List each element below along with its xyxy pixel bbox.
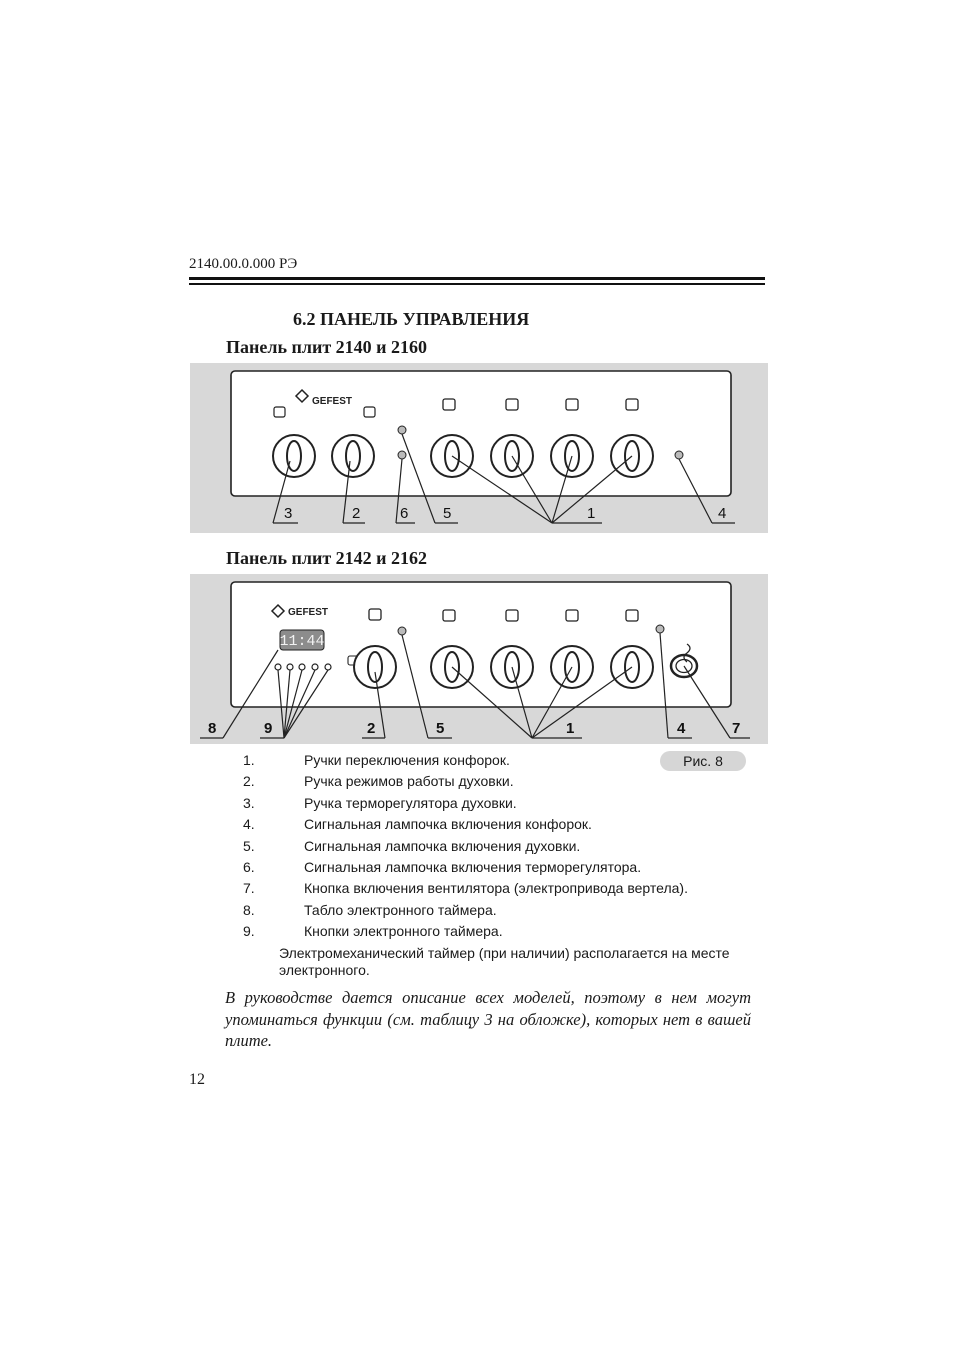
timer-button	[299, 664, 305, 670]
legend-text: Ручка терморегулятора духовки.	[304, 794, 517, 811]
callout-label: 1	[587, 505, 596, 522]
legend-text: Ручка режимов работы духовки.	[304, 773, 514, 790]
callout-label: 4	[677, 720, 686, 737]
thermostat-lamp	[398, 451, 406, 459]
legend-text: Ручки переключения конфорок.	[304, 752, 510, 768]
callout-label: 8	[208, 720, 217, 737]
legend-text: Сигнальная лампочка включения конфорок.	[304, 816, 592, 833]
callout-label: 5	[436, 720, 445, 737]
page-number: 12	[189, 1071, 205, 1088]
models-note: В руководстве дается описание всех моделей, поэтому в нем могут упоминаться функции (см. таблицу 3 на обложке), которых нет в вашей плите.	[225, 988, 751, 1050]
header-rule-thin	[189, 283, 765, 285]
figure-label: Рис. 8	[660, 751, 746, 771]
brand-label: GEFEST	[312, 396, 353, 407]
callout-label: 2	[367, 720, 376, 737]
panel-diagram-2140	[190, 363, 768, 533]
panel-figure-2142	[190, 574, 768, 744]
timer-button	[275, 664, 281, 670]
panel-diagram-2142	[190, 574, 768, 744]
legend-text: Кнопки электронного таймера.	[304, 923, 503, 940]
callout-label: 7	[732, 720, 741, 737]
legend-text: Табло электронного таймера.	[304, 901, 497, 918]
section-title: 6.2 ПАНЕЛЬ УПРАВЛЕНИЯ	[293, 309, 530, 329]
panel-title-2142: Панель плит 2142 и 2162	[226, 548, 428, 568]
burner-lamp	[656, 625, 664, 633]
brand-label: GEFEST	[288, 607, 329, 618]
callout-label: 9	[264, 720, 273, 737]
timer-value: 11:44	[279, 633, 325, 650]
timer-display	[279, 630, 324, 650]
legend-text: Кнопка включения вентилятора (электропривода вертела).	[304, 880, 688, 897]
legend-number: 3.	[243, 794, 255, 811]
header-rule-thick	[189, 277, 765, 280]
document-code: 2140.00.0.000 РЭ	[189, 256, 298, 272]
legend-text: Сигнальная лампочка включения духовки.	[304, 837, 581, 854]
legend-number: 5.	[243, 837, 255, 854]
oven-lamp	[398, 426, 406, 434]
callout-label: 6	[400, 505, 409, 522]
callout-label: 3	[284, 505, 293, 522]
callout-label: 4	[718, 505, 727, 522]
legend-number: 8.	[243, 901, 255, 918]
timer-note: Электромеханический таймер (при наличии) располагается на месте электронного.	[279, 945, 730, 978]
legend-number: 2.	[243, 773, 255, 790]
legend-number: 7.	[243, 880, 255, 897]
legend-number: 6.	[243, 859, 255, 875]
timer-button	[287, 664, 293, 670]
callout-label: 2	[352, 505, 361, 522]
legend-text: Сигнальная лампочка включения терморегулятора.	[304, 859, 642, 875]
panel-figure-2140	[190, 363, 768, 533]
legend-number: 4.	[243, 816, 255, 833]
burner-lamp	[675, 451, 683, 459]
callout-labels	[284, 505, 726, 522]
legend-number: 9.	[243, 923, 255, 940]
legend-number: 1.	[243, 752, 255, 768]
callout-label: 5	[443, 505, 452, 522]
panel-title-2140: Панель плит 2140 и 2160	[226, 337, 428, 357]
timer-button	[325, 664, 331, 670]
oven-lamp	[398, 627, 406, 635]
timer-button	[312, 664, 318, 670]
callout-label: 1	[566, 720, 575, 737]
